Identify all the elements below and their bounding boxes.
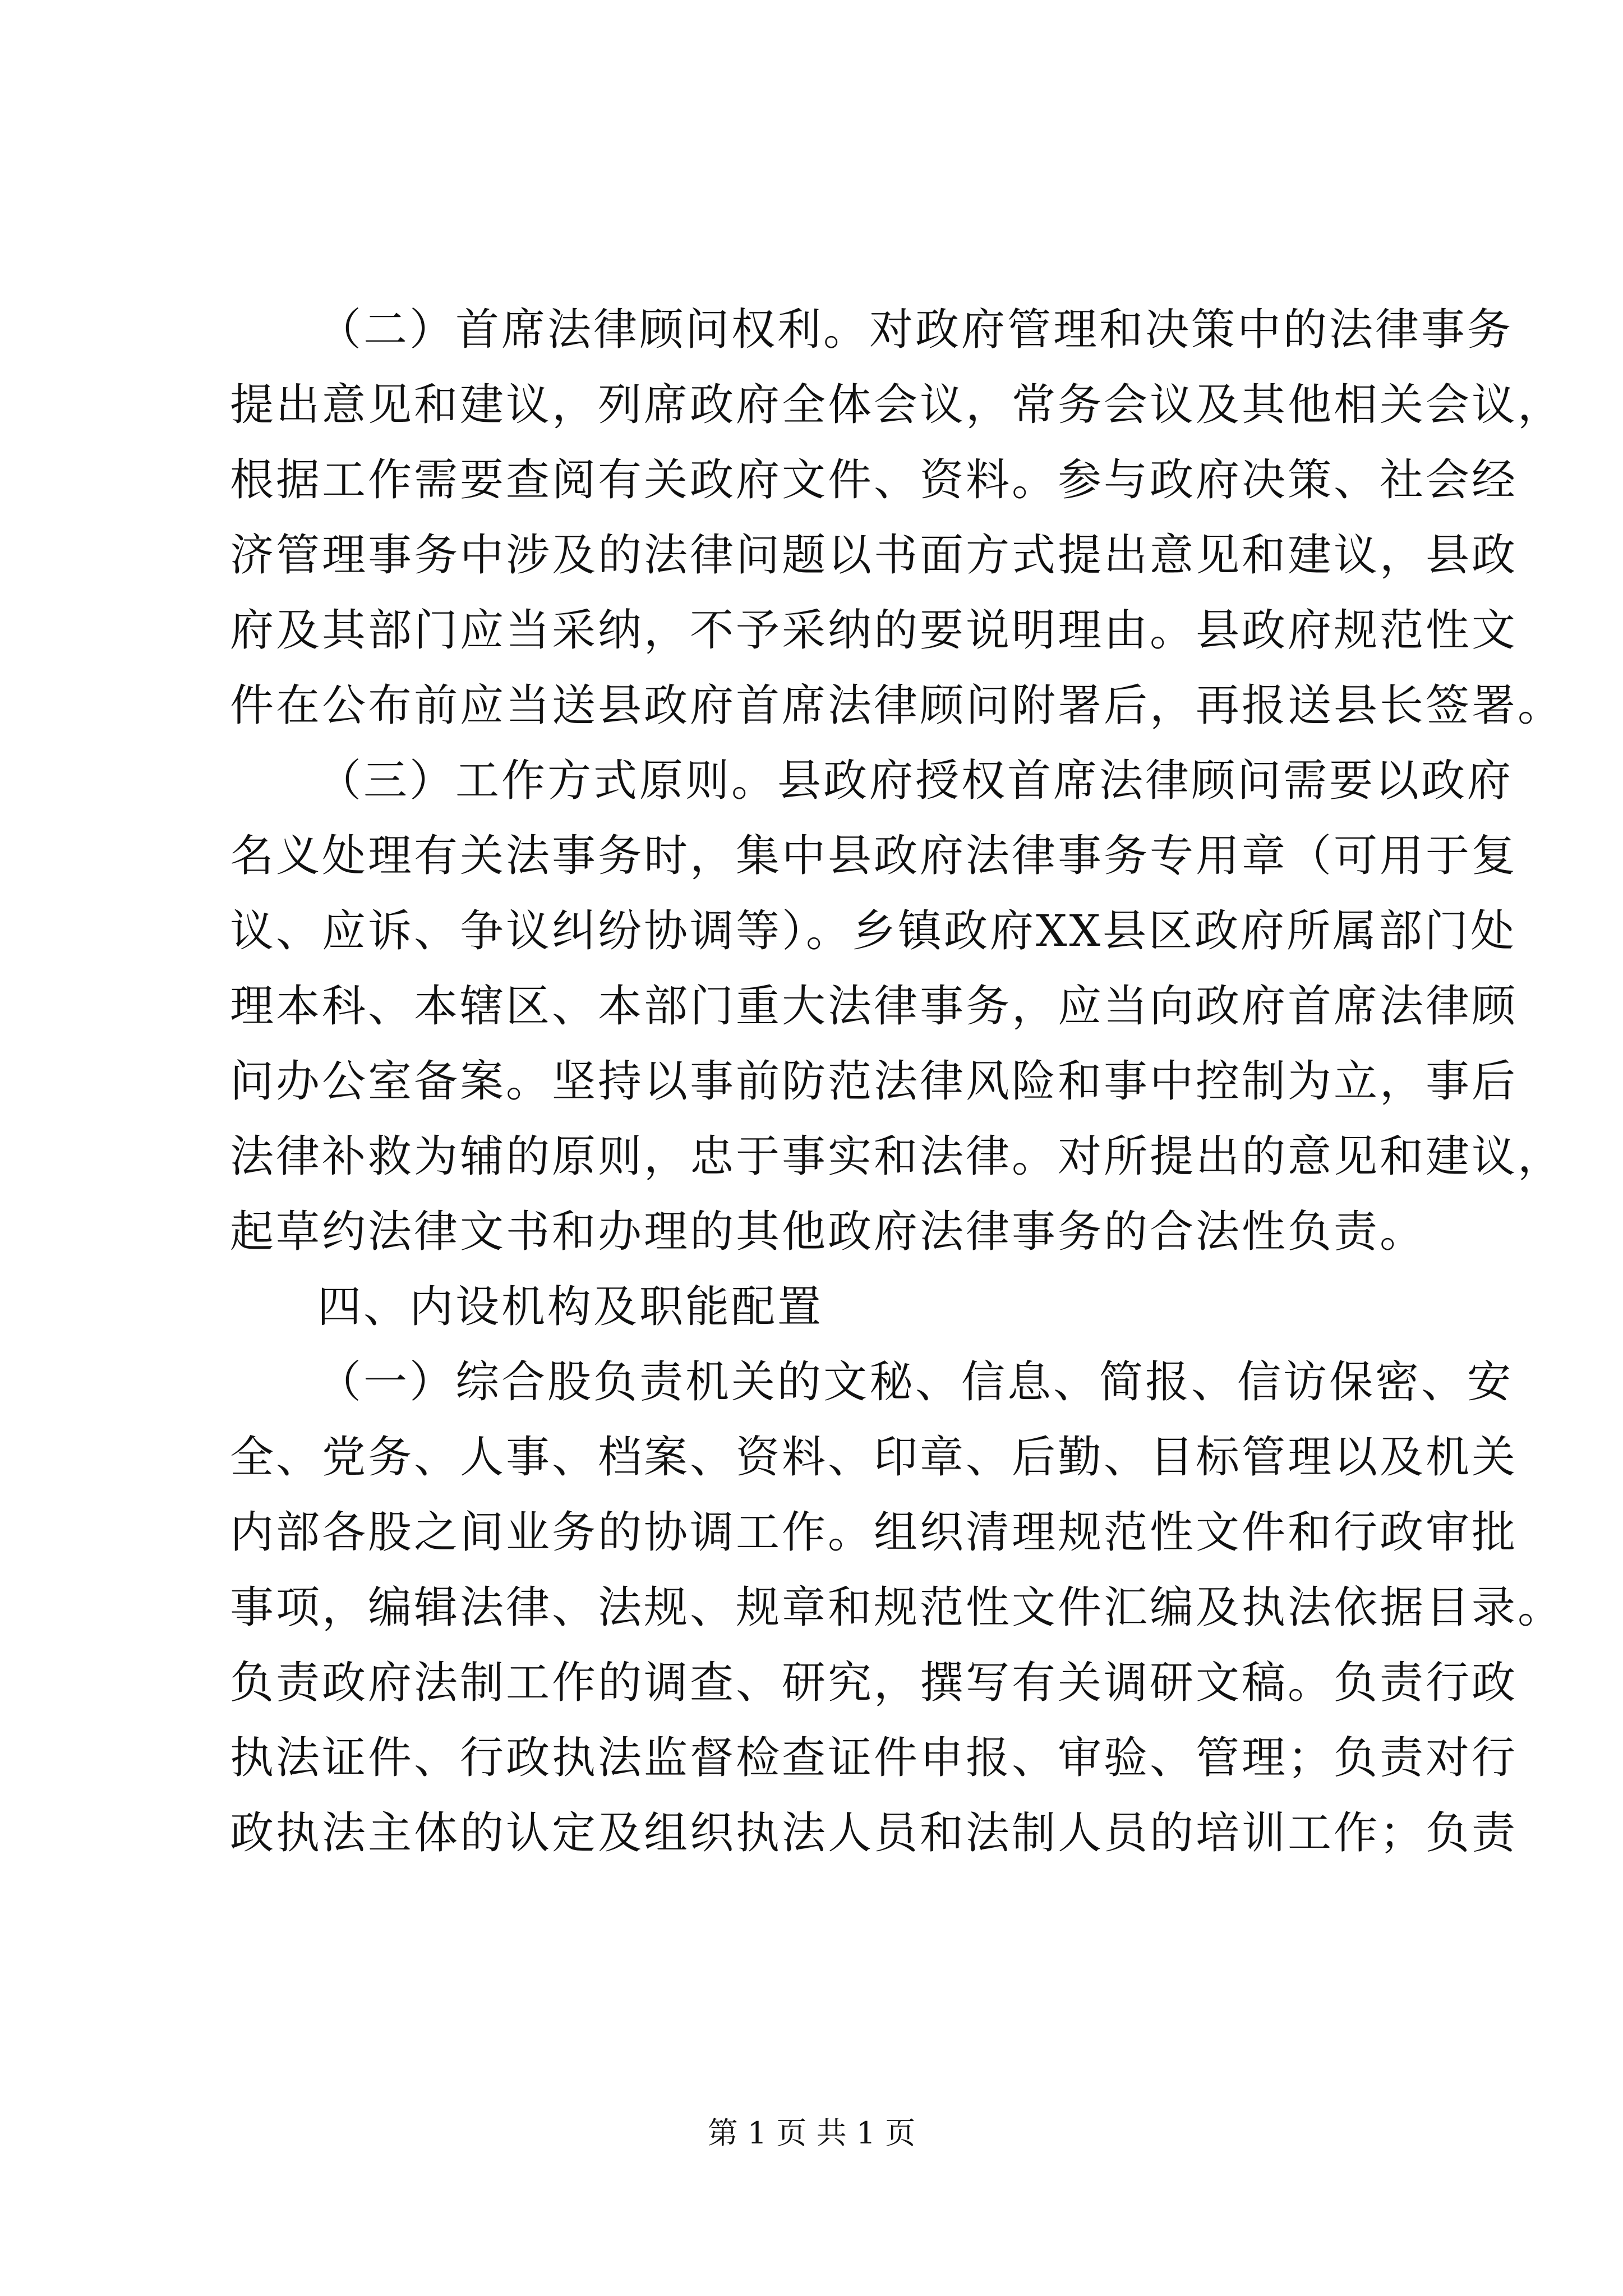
text-line: 根据工作需要查阅有关政府文件、资料。参与政府决策、社会经: [230, 455, 1518, 505]
text-line: （二）首席法律顾问权利。对政府管理和决策中的法律事务: [317, 305, 1514, 355]
text-line: 理本科、本辖区、本部门重大法律事务，应当向政府首席法律顾: [230, 981, 1518, 1032]
text-line: 府及其部门应当采纳，不予采纳的要说明理由。县政府规范性文: [230, 605, 1518, 656]
text-line: 内部各股之间业务的协调工作。组织清理规范性文件和行政审批: [230, 1507, 1518, 1558]
text-line: （一）综合股负责机关的文秘、信息、简报、信访保密、安: [317, 1357, 1514, 1407]
text-line: 议、应诉、争议纠纷协调等）。乡镇政府XX县区政府所属部门处: [230, 906, 1517, 956]
text-line: 执法证件、行政执法监督检查证件申报、审验、管理；负责对行: [230, 1733, 1518, 1783]
text-line: 问办公室备案。坚持以事前防范法律风险和事中控制为立，事后: [230, 1056, 1518, 1107]
section-heading: 四、内设机构及职能配置: [317, 1282, 824, 1332]
text-line: 济管理事务中涉及的法律问题以书面方式提出意见和建议，县政: [230, 530, 1518, 581]
text-line: 法律补救为辅的原则，忠于事实和法律。对所提出的意见和建议，: [230, 1131, 1564, 1182]
text-line: 件在公布前应当送县政府首席法律顾问附署后，再报送县长签署。: [230, 680, 1564, 731]
text-line: 起草约法律文书和办理的其他政府法律事务的合法性负责。: [230, 1207, 1426, 1257]
text-line: （三）工作方式原则。县政府授权首席法律顾问需要以政府: [317, 756, 1514, 806]
text-line: 全、党务、人事、档案、资料、印章、后勤、目标管理以及机关: [230, 1432, 1518, 1483]
text-line: 名义处理有关法事务时，集中县政府法律事务专用章（可用于复: [230, 831, 1518, 881]
text-line: 提出意见和建议，列席政府全体会议，常务会议及其他相关会议，: [230, 380, 1564, 430]
text-line: 事项，编辑法律、法规、规章和规范性文件汇编及执法依据目录。: [230, 1582, 1564, 1633]
page-number-footer: 第 1 页 共 1 页: [707, 2115, 916, 2151]
text-line: 政执法主体的认定及组织执法人员和法制人员的培训工作；负责: [230, 1808, 1518, 1858]
text-line: 负责政府法制工作的调查、研究，撰写有关调研文稿。负责行政: [230, 1658, 1518, 1708]
